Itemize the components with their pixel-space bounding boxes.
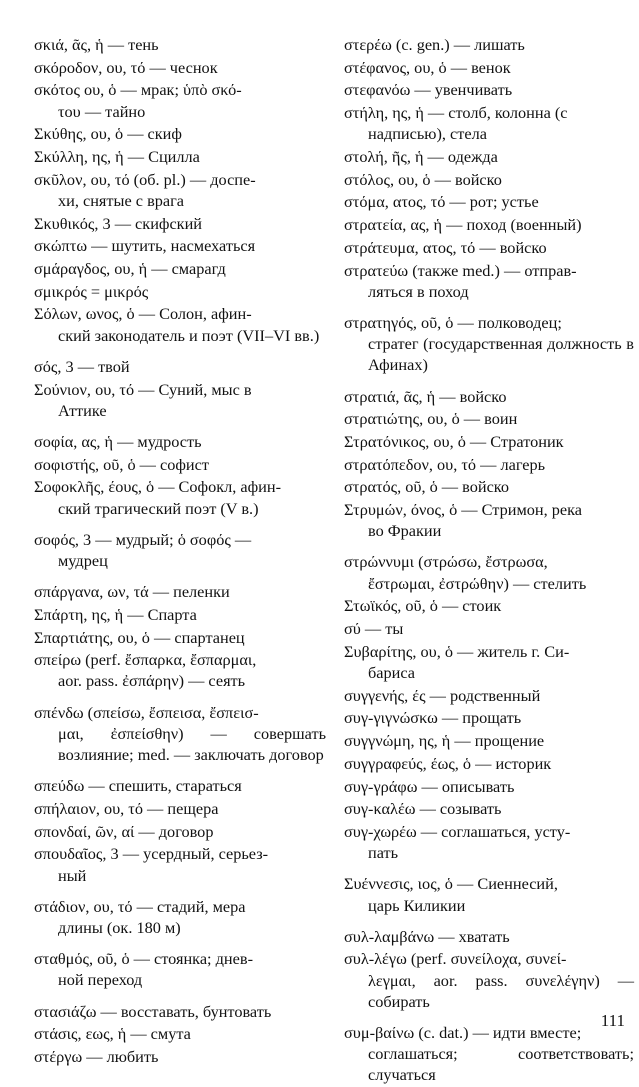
- entry-headline: σκόροδον, ου, τό — чеснок: [34, 57, 218, 77]
- dictionary-entry: [34, 235, 326, 256]
- entry-continuation: мудрец: [58, 550, 108, 570]
- dictionary-entry: [34, 34, 326, 55]
- dictionary-entry: [344, 79, 634, 100]
- entry-continuation: во Фракии: [368, 521, 442, 541]
- dictionary-entry: [344, 595, 634, 616]
- dictionary-entry: [344, 821, 634, 863]
- entry-headline: Σόλων, ωνος, ὁ — Солон, афин-: [34, 304, 252, 324]
- entry-headline: Σοφοκλῆς, έους, ὁ — Софокл, афин-: [34, 477, 282, 497]
- dictionary-entry: [344, 408, 634, 429]
- entry-headline: σκιά, ᾶς, ἡ — тень: [34, 35, 159, 54]
- entry-headline: σοφιστής, οῦ, ὁ — софист: [34, 454, 209, 474]
- left-column: [34, 34, 326, 1069]
- entry-headline: στρατεία, ας, ἡ — поход (военный): [344, 215, 582, 235]
- entry-headline: στρατιώτης, ου, ὁ — воин: [344, 409, 518, 429]
- dictionary-entry: [34, 1023, 326, 1044]
- entry-headline: στρατός, οῦ, ὁ — войско: [344, 477, 510, 497]
- entry-headline: σταθμός, οῦ, ὁ — стоянка; днев-: [34, 949, 253, 969]
- dictionary-entry: [34, 798, 326, 819]
- entry-headline: Συβαρίτης, ου, ὁ — житель г. Си-: [344, 641, 570, 661]
- dictionary-entry: [34, 213, 326, 234]
- entry-headline: συλ-λαμβάνω — хватать: [344, 926, 510, 946]
- entry-headline: στρατόπεδον, ου, τό — лагерь: [344, 454, 546, 474]
- dictionary-entry: [34, 581, 326, 602]
- entry-headline: Σκύθης, ου, ὁ — скиф: [34, 124, 182, 144]
- dictionary-entry: [34, 57, 326, 78]
- entry-continuation: ной переход: [58, 970, 143, 990]
- entry-headline: στερέω (c. gen.) — лишать: [344, 35, 525, 54]
- entry-headline: στάσις, εως, ἡ — смута: [34, 1024, 191, 1044]
- entry-headline: στρώννυμι (στρώσω, ἔστρωσα,: [344, 552, 548, 572]
- dictionary-entry: [344, 551, 634, 593]
- dictionary-entry: [344, 386, 634, 407]
- entry-continuation: ἔστρωμαι, ἐστρώθην) — стелить: [368, 573, 587, 593]
- dictionary-entry: [34, 454, 326, 475]
- entry-headline: σπεύδω — спешить, стараться: [34, 776, 242, 796]
- dictionary-entry: [344, 926, 634, 947]
- entry-headline: Σκυθικός, 3 — скифский: [34, 213, 203, 233]
- entry-headline: σκότος ου, ὁ — мрак; ὑπὸ σκό-: [34, 80, 242, 100]
- entry-headline: σπήλαιον, ου, τό — пещера: [34, 799, 219, 818]
- entry-headline: σπάργανα, ων, τά — пеленки: [34, 582, 230, 602]
- entry-headline: σύ — ты: [344, 619, 404, 639]
- entry-continuation: пать: [368, 843, 399, 863]
- entry-continuation: стратег (государственная должность в Афинах): [368, 334, 634, 375]
- entry-headline: σοφία, ας, ἡ — мудрость: [34, 431, 202, 451]
- entry-continuation: ский законодатель и поэт (VII–VI вв.): [58, 325, 320, 345]
- entry-headline: σμάραγδος, ου, ἡ — смарагд: [34, 259, 226, 279]
- dictionary-entry: [344, 798, 634, 819]
- entry-continuation: aor. pass. ἐσπάρην) — сеять: [58, 671, 246, 691]
- entry-continuation: соглашаться; соответствовать; случаться: [368, 1044, 634, 1085]
- entry-headline: σός, 3 — твой: [34, 356, 130, 376]
- entry-continuation: ный: [58, 865, 87, 885]
- dictionary-entry: [34, 356, 326, 377]
- dictionary-entry: [344, 57, 634, 78]
- entry-headline: συγ-γιγνώσκω — прощать: [344, 708, 522, 728]
- dictionary-entry: [344, 102, 634, 144]
- page-number: 111: [600, 1011, 625, 1030]
- dictionary-entry: [34, 775, 326, 796]
- entry-headline: σκῦλον, ου, τό (об. pl.) — доспе-: [34, 169, 256, 189]
- dictionary-entry: [34, 529, 326, 571]
- entry-headline: συγγνώμη, ης, ἡ — прощение: [344, 731, 545, 751]
- entry-headline: συγγενής, ές — родственный: [344, 685, 541, 705]
- dictionary-entry: [344, 191, 634, 212]
- dictionary-entry: [34, 379, 326, 421]
- entry-headline: Σπάρτη, ης, ἡ — Спарта: [34, 604, 197, 624]
- entry-headline: στολή, ῆς, ἡ — одежда: [344, 147, 498, 167]
- dictionary-entry: [344, 1022, 634, 1086]
- dictionary-entry: [34, 896, 326, 938]
- dictionary-entry: [34, 431, 326, 452]
- entry-headline: στράτευμα, ατος, τό — войско: [344, 237, 547, 257]
- entry-headline: συγ-καλέω — созывать: [344, 799, 502, 819]
- entry-headline: συγγραφεύς, έως, ὁ — историк: [344, 753, 552, 773]
- dictionary-entry: [34, 281, 326, 302]
- dictionary-entry: [344, 34, 634, 55]
- entry-headline: Στωϊκός, οῦ, ὁ — стоик: [344, 596, 502, 616]
- entry-continuation: ляться в поход: [368, 281, 469, 301]
- dictionary-entry: [34, 303, 326, 345]
- dictionary-entry: [344, 214, 634, 235]
- entry-continuation: ский трагический поэт (V в.): [58, 498, 259, 518]
- dictionary-entry: [344, 454, 634, 475]
- entry-headline: στέφανος, ου, ὁ — венок: [344, 57, 511, 77]
- dictionary-entry: [344, 730, 634, 751]
- dictionary-entry: [344, 312, 634, 376]
- entry-continuation: μαι, ἐσπείσθην) — совершать возлияние; med. — заключать договор: [58, 723, 326, 765]
- dictionary-entry: [344, 641, 634, 683]
- dictionary-entry: [34, 146, 326, 167]
- entry-headline: στασιάζω — восставать, бунтовать: [34, 1001, 272, 1021]
- dictionary-entry: [344, 431, 634, 452]
- dictionary-entry: [34, 821, 326, 842]
- entry-continuation: длины (ок. 180 м): [58, 918, 181, 938]
- dictionary-entry: [34, 476, 326, 518]
- dictionary-entry: [34, 702, 326, 766]
- right-column: [344, 34, 634, 1087]
- dictionary-entry: [34, 123, 326, 144]
- dictionary-entry: [344, 146, 634, 167]
- dictionary-entry: [34, 79, 326, 121]
- dictionary-entry: [344, 618, 634, 639]
- dictionary-entry: [344, 707, 634, 728]
- dictionary-entry: [34, 649, 326, 691]
- entry-headline: στήλη, ης, ἡ — столб, колонна (с: [344, 103, 568, 123]
- dictionary-entry: [34, 1001, 326, 1022]
- dictionary-entry: [344, 169, 634, 190]
- dictionary-entry: [34, 169, 326, 211]
- entry-headline: σπείρω (perf. ἔσπαρκα, ἔσπαρμαι,: [34, 650, 257, 670]
- entry-headline: Σπαρτιάτης, ου, ὁ — спартанец: [34, 627, 245, 647]
- dictionary-entry: [344, 260, 634, 302]
- entry-headline: Στρατόνικος, ου, ὁ — Стратоник: [344, 431, 564, 451]
- dictionary-entry: [34, 258, 326, 279]
- entry-headline: Συέννεσις, ιος, ὁ — Сиеннесий,: [344, 874, 558, 894]
- entry-headline: στρατηγός, οῦ, ὁ — полководец;: [344, 312, 562, 332]
- entry-headline: σπουδαῖος, 3 — усердный, серьез-: [34, 844, 269, 864]
- dictionary-entry: [34, 948, 326, 990]
- entry-headline: στεφανόω — увенчивать: [344, 80, 513, 100]
- entry-headline: στρατιά, ᾶς, ἡ — войско: [344, 386, 507, 406]
- entry-headline: συλ-λέγω (perf. συνείλοχα, συνεί-: [344, 949, 567, 969]
- entry-headline: στέργω — любить: [34, 1047, 159, 1067]
- entry-headline: σπονδαί, ῶν, αί — договор: [34, 821, 214, 841]
- entry-headline: Στρυμών, όνος, ὁ — Стримон, река: [344, 500, 583, 520]
- entry-headline: στάδιον, ου, τό — стадий, мера: [34, 896, 246, 916]
- entry-continuation: царь Киликии: [368, 895, 466, 915]
- entry-headline: στρατεύω (также med.) — отправ-: [344, 260, 577, 280]
- entry-continuation: надписью), стела: [368, 124, 487, 144]
- entry-continuation: Аттике: [58, 400, 107, 420]
- dictionary-entry: [344, 237, 634, 258]
- entry-headline: σπένδω (σπείσω, ἔσπεισα, ἔσπεισ-: [34, 702, 259, 722]
- entry-headline: σοφός, 3 — мудрый; ὁ σοφός —: [34, 529, 252, 549]
- entry-headline: συγ-χωρέω — соглашаться, усту-: [344, 821, 571, 841]
- dictionary-entry: [34, 843, 326, 885]
- entry-headline: Σούνιον, ου, τό — Суний, мыс в: [34, 379, 252, 399]
- entry-headline: Σκύλλη, ης, ἡ — Сцилла: [34, 147, 200, 167]
- entry-headline: συγ-γράφω — описывать: [344, 776, 515, 796]
- entry-headline: στόλος, ου, ὁ — войско: [344, 169, 502, 189]
- dictionary-entry: [344, 948, 634, 1012]
- dictionary-entry: [344, 476, 634, 497]
- entry-headline: συμ-βαίνω (c. dat.) — идти вместе;: [344, 1023, 582, 1043]
- dictionary-entry: [344, 776, 634, 797]
- entry-continuation: του — тайно: [58, 101, 146, 121]
- entry-continuation: бариса: [368, 662, 416, 682]
- entry-continuation: λεγμαι, aor. pass. συνελέγην) — собирать: [368, 970, 634, 1011]
- entry-headline: σκώπτω — шутить, насмехаться: [34, 236, 256, 256]
- dictionary-entry: [344, 873, 634, 915]
- dictionary-entry: [344, 685, 634, 706]
- dictionary-entry: [344, 499, 634, 541]
- dictionary-entry: [34, 1046, 326, 1067]
- entry-headline: σμικρός = μικρός: [34, 281, 149, 301]
- dictionary-entry: [34, 604, 326, 625]
- entry-continuation: хи, снятые с врага: [58, 190, 185, 210]
- dictionary-entry: [34, 627, 326, 648]
- entry-headline: στόμα, ατος, τό — рот; устье: [344, 192, 539, 212]
- dictionary-entry: [344, 753, 634, 774]
